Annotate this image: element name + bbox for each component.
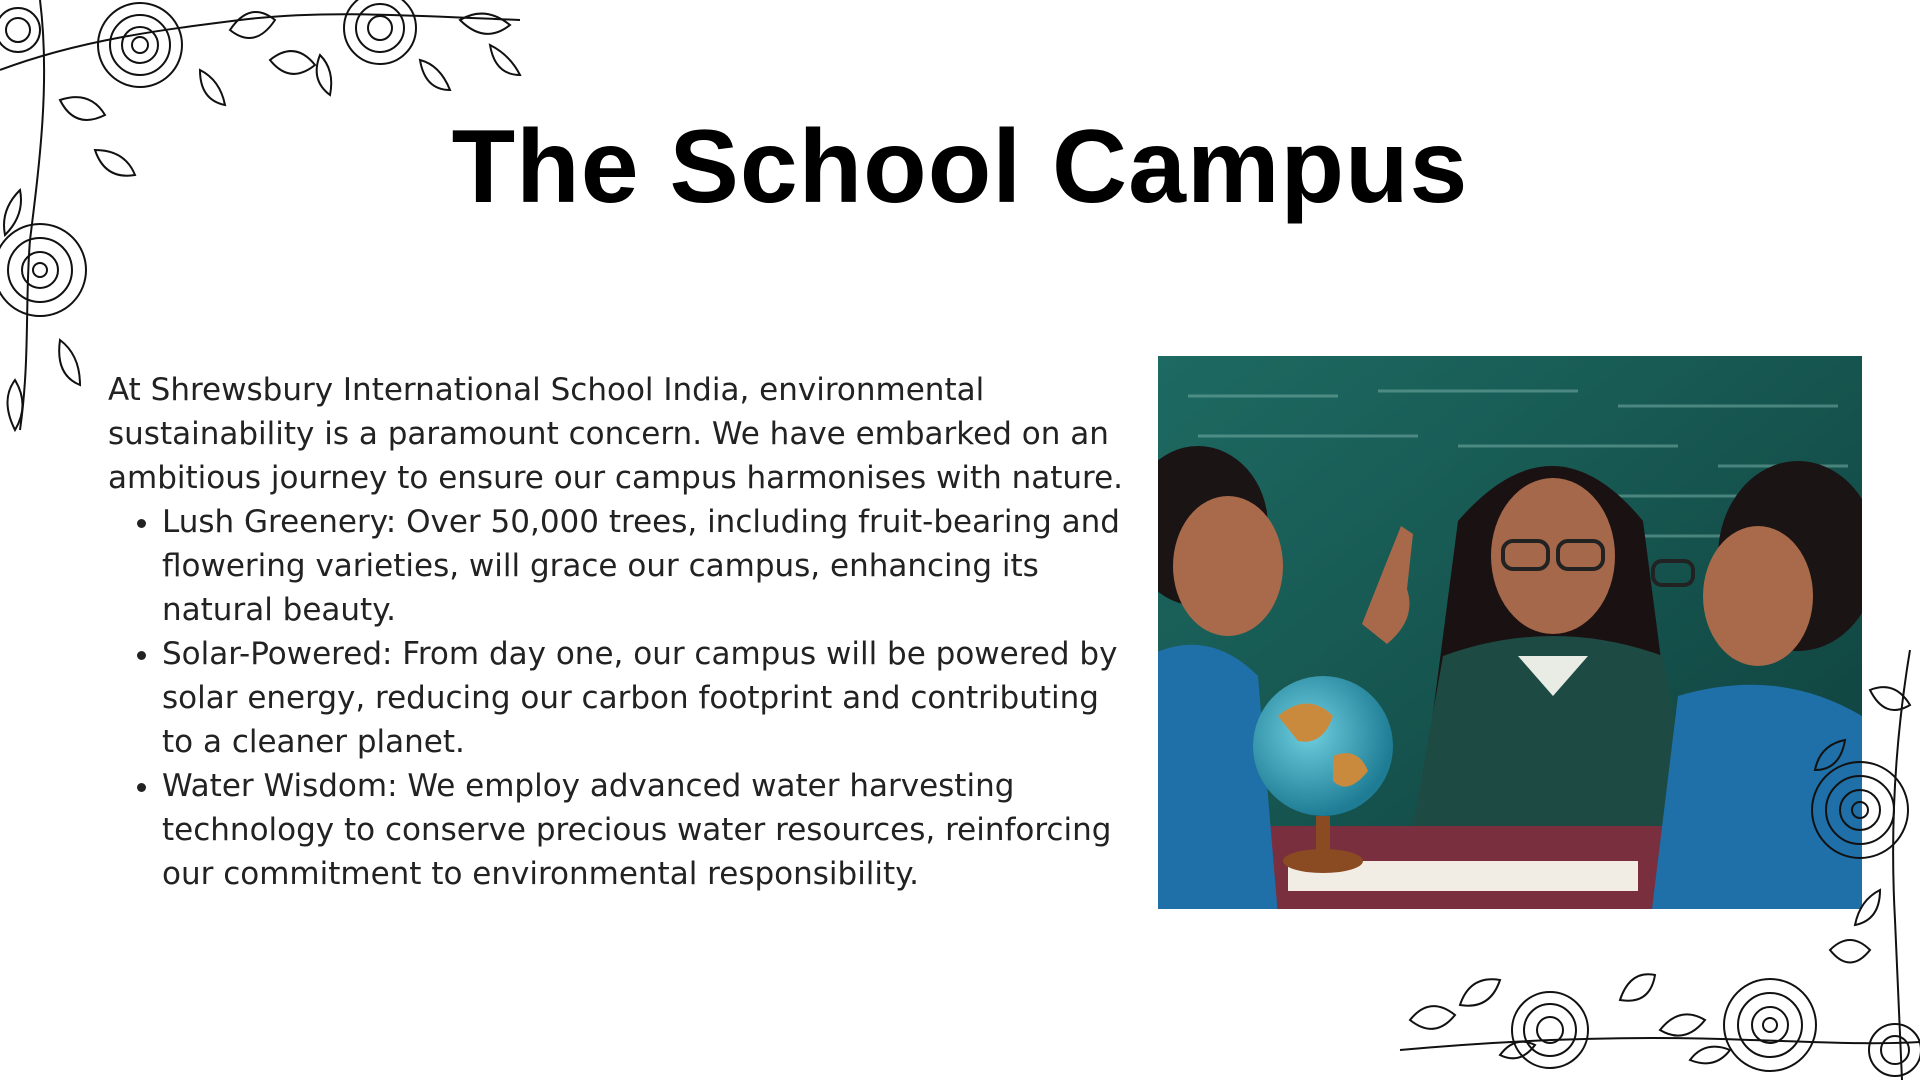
- floral-corner-bottom-right-icon: [1390, 650, 1920, 1080]
- slide-title: The School Campus: [451, 109, 1469, 225]
- body-text: [108, 368, 1128, 896]
- intro-paragraph: At Shrewsbury International School India, environmental sustainability is a paramount concern. We have embarked on an ambitious journey to ensure our campus harmonises with nature.: [108, 372, 1124, 496]
- feature-list: [108, 500, 1128, 896]
- list-item-solar: • Solar-Powered: From day one, our campus will be powered by solar energy, reducing our carbon footprint and contributing to a cleaner planet.: [162, 632, 1128, 764]
- list-item-water: • Water Wisdom: We employ advanced water harvesting technology to conserve precious water resources, reinforcing our commitment to environmental responsibility.: [162, 764, 1128, 896]
- list-item-greenery: • Lush Greenery: Over 50,000 trees, including fruit-bearing and flowering varieties, will grace our campus, enhancing its natural beauty.: [162, 500, 1128, 632]
